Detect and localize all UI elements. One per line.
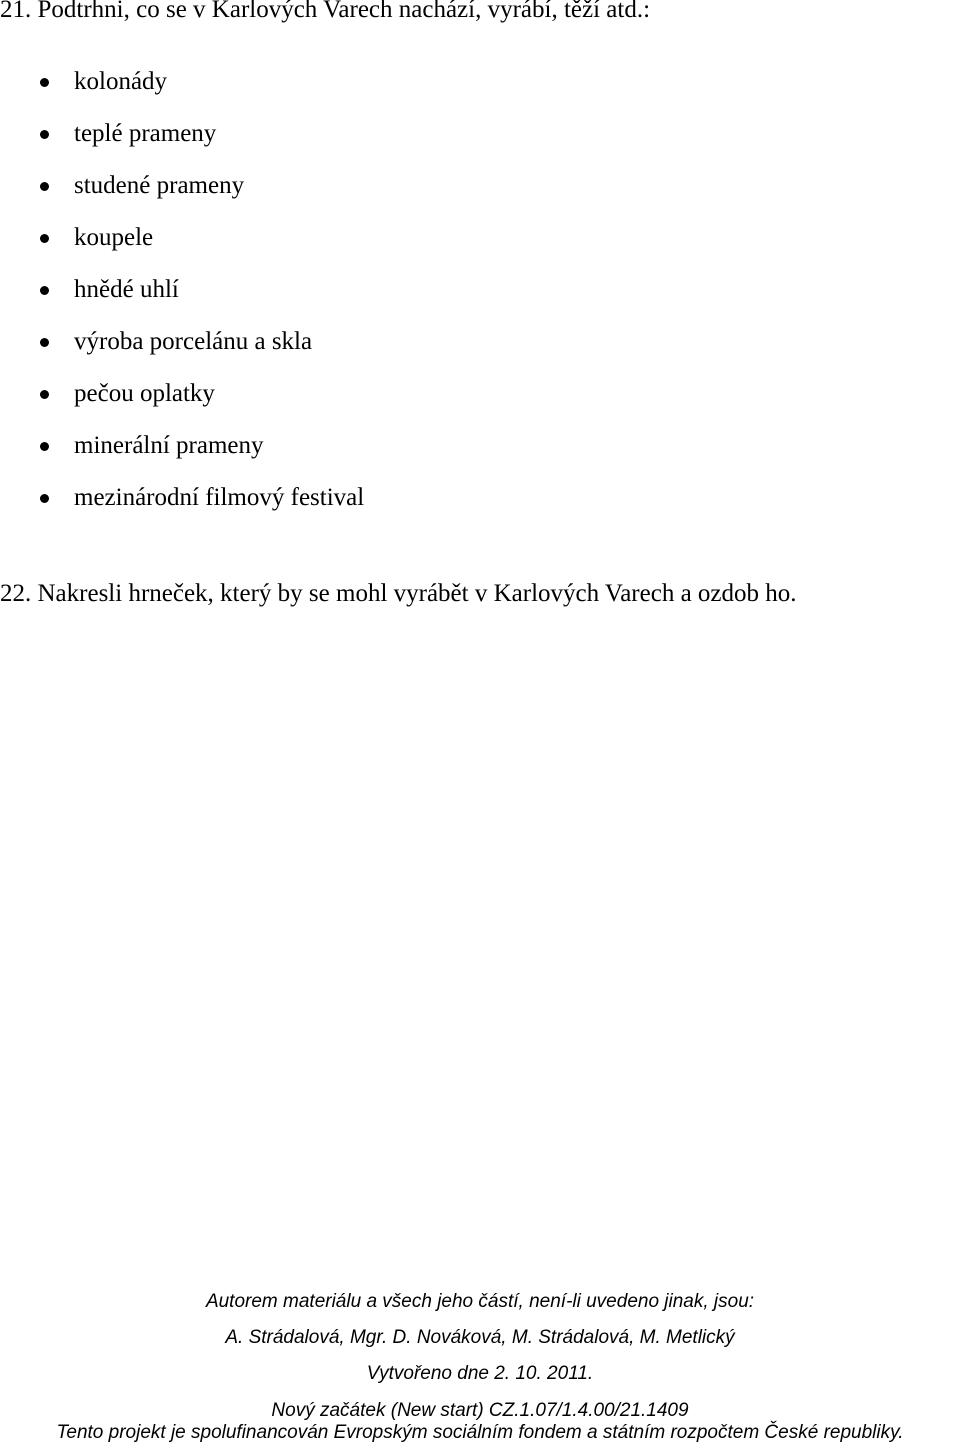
bullet-icon [40,494,49,503]
bullet-icon [40,130,49,139]
list-item-label: mezinárodní filmový festival [74,484,365,511]
footer-created-date: Vytvořeno dne 2. 10. 2011. [366,1363,594,1384]
list-item-label: koupele [74,224,154,251]
bullet-icon [40,78,49,87]
bullet-icon [40,338,49,347]
list-item-label: pečou oplatky [74,380,215,407]
list-item-label: minerální prameny [74,432,264,459]
bullet-icon [40,286,49,295]
list-item[interactable] [0,170,364,222]
list-item[interactable] [0,482,364,534]
list-item[interactable] [0,274,364,326]
footer-project-code: Nový začátek (New start) CZ.1.07/1.4.00/21.1409 [271,1400,689,1421]
footer-authors: A. Strádalová, Mgr. D. Nováková, M. Strádalová, M. Metlický [225,1327,735,1348]
list-item-label: kolonády [74,68,168,95]
footer-funding-note: Tento projekt je spolufinancován Evropským sociálním fondem a státním rozpočtem České republiky. [56,1422,904,1443]
list-item[interactable] [0,118,364,170]
list-item-label: studené prameny [74,172,245,199]
list-item[interactable] [0,66,364,118]
bullet-icon [40,234,49,243]
footer-authorship-line: Autorem materiálu a všech jeho částí, není-li uvedeno jinak, jsou: [205,1291,755,1312]
list-item[interactable] [0,326,364,378]
question-22-heading: 22. Nakresli hrneček, který by se mohl vyrábět v Karlových Varech a ozdob ho. [0,580,797,607]
bullet-icon [40,442,49,451]
list-item[interactable] [0,222,364,274]
list-item-label: výroba porcelánu a skla [74,328,313,355]
bullet-icon [40,390,49,399]
question-21-heading: 21. Podtrhni, co se v Karlových Varech nachází, vyrábí, těží atd.: [0,0,651,23]
answer-options-list [0,66,364,534]
list-item[interactable] [0,430,364,482]
list-item-label: hnědé uhlí [74,276,179,303]
bullet-icon [40,182,49,191]
list-item[interactable] [0,378,364,430]
list-item-label: teplé prameny [74,120,217,147]
